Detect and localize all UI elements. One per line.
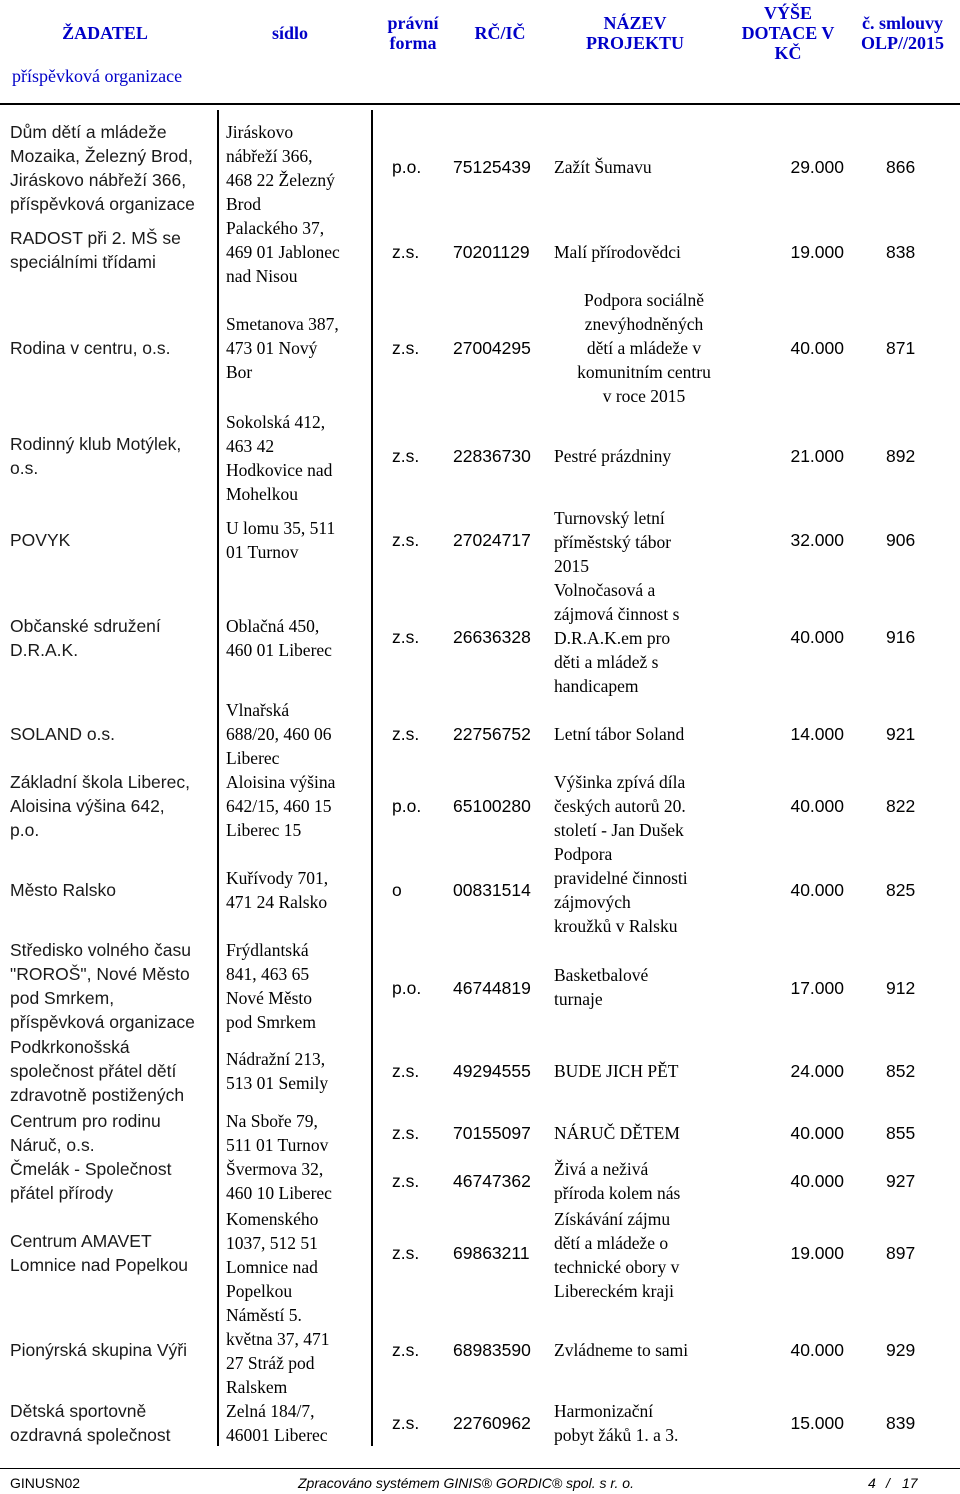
amount-cell: 19.000 <box>790 242 844 262</box>
project-cell: Volnočasová a zájmová činnost s D.R.A.K.em pro děti a mládež s handicapem <box>554 580 680 696</box>
seat-cell: Jiráskovo nábřeží 366, 468 22 Železný Brod <box>226 122 335 214</box>
seat-cell: Na Sboře 79, 511 01 Turnov <box>226 1111 329 1155</box>
seat-cell: Švermova 32, 460 10 Liberec <box>226 1159 332 1203</box>
amount-cell: 40.000 <box>790 1340 844 1360</box>
contract-cell: 838 <box>886 242 916 262</box>
legal-form-cell: p.o. <box>392 978 422 998</box>
amount-cell: 15.000 <box>790 1413 844 1433</box>
id-cell: 00831514 <box>453 880 531 900</box>
header-contract: č. smlouvy OLP//2015 <box>860 13 944 53</box>
table-row <box>0 1109 960 1157</box>
seat-cell: Oblačná 450, 460 01 Liberec <box>226 616 332 660</box>
id-cell: 46747362 <box>453 1171 531 1191</box>
header-project-name: NÁZEV PROJEKTU <box>585 13 684 53</box>
id-cell: 70155097 <box>453 1123 531 1143</box>
amount-cell: 29.000 <box>790 157 844 177</box>
id-cell: 22836730 <box>453 446 531 466</box>
seat-cell: Náměstí 5. května 37, 471 27 Stráž pod Ralskem <box>226 1305 330 1397</box>
applicant-cell: Rodina v centru, o.s. <box>10 338 171 358</box>
id-cell: 46744819 <box>453 978 531 998</box>
footer-page-number: 4 <box>868 1475 876 1491</box>
header-applicant: ŽADATEL <box>62 23 148 43</box>
seat-cell: Vlnařská 688/20, 460 06 Liberec <box>226 700 332 768</box>
amount-cell: 40.000 <box>790 1171 844 1191</box>
contract-cell: 929 <box>886 1340 916 1360</box>
header-seat: sídlo <box>271 23 309 43</box>
project-cell: Zažít Šumavu <box>554 157 652 177</box>
project-cell: Letní tábor Soland <box>554 724 685 744</box>
legal-form-cell: z.s. <box>392 338 420 358</box>
table-row <box>0 770 960 842</box>
contract-cell: 921 <box>886 724 916 744</box>
amount-cell: 40.000 <box>790 627 844 647</box>
project-cell: Podpora sociálně znevýhodněných dětí a mládeže v komunitním centru v roce 2015 <box>577 290 711 406</box>
amount-cell: 40.000 <box>790 338 844 358</box>
seat-cell: Nádražní 213, 513 01 Semily <box>226 1049 329 1093</box>
amount-cell: 40.000 <box>790 1123 844 1143</box>
id-cell: 27024717 <box>453 530 531 550</box>
applicant-cell: Středisko volného času "ROROŠ", Nové Město pod Smrkem, příspěvková organizace <box>10 940 195 1032</box>
legal-form-cell: z.s. <box>392 446 420 466</box>
applicant-cell: POVYK <box>10 530 71 550</box>
applicant-cell: Centrum pro rodinu Náruč, o.s. <box>10 1111 161 1155</box>
seat-cell: Frýdlantská 841, 463 65 Nové Město pod Smrkem <box>226 940 316 1032</box>
project-cell: Podpora pravidelné činnosti zájmových kroužků v Ralsku <box>554 844 688 936</box>
header-subtitle: příspěvková organizace <box>12 66 183 86</box>
legal-form-cell: z.s. <box>392 1171 420 1191</box>
amount-cell: 32.000 <box>790 530 844 550</box>
contract-cell: 897 <box>886 1243 916 1263</box>
project-cell: Basketbalové turnaje <box>554 965 649 1009</box>
footer-rule <box>0 1468 960 1469</box>
contract-cell: 825 <box>886 880 916 900</box>
amount-cell: 19.000 <box>790 1243 844 1263</box>
seat-cell: Palackého 37, 469 01 Jablonec nad Nisou <box>226 218 340 286</box>
project-cell: Výšinka zpívá díla českých autorů 20. století - Jan Dušek <box>554 772 686 840</box>
contract-cell: 855 <box>886 1123 916 1143</box>
header-legal-form: právní forma <box>387 13 439 53</box>
seat-cell: Aloisina výšina 642/15, 460 15 Liberec 15 <box>226 772 336 840</box>
table-row <box>0 1399 960 1447</box>
contract-cell: 871 <box>886 338 916 358</box>
seat-cell: U lomu 35, 511 01 Turnov <box>226 518 336 562</box>
id-cell: 26636328 <box>453 627 531 647</box>
project-cell: NÁRUČ DĚTEM <box>554 1123 680 1143</box>
table-row <box>0 288 960 408</box>
legal-form-cell: p.o. <box>392 796 422 816</box>
applicant-cell: SOLAND o.s. <box>10 724 116 744</box>
id-cell: 65100280 <box>453 796 531 816</box>
contract-cell: 912 <box>886 978 916 998</box>
id-cell: 75125439 <box>453 157 531 177</box>
footer-report-code: GINUSN02 <box>10 1475 81 1491</box>
legal-form-cell: z.s. <box>392 627 420 647</box>
applicant-cell: Dětská sportovně ozdravná společnost <box>10 1401 171 1445</box>
seat-cell: Smetanova 387, 473 01 Nový Bor <box>226 314 339 382</box>
legal-form-cell: z.s. <box>392 1243 420 1263</box>
table-row <box>0 120 960 218</box>
id-cell: 27004295 <box>453 338 531 358</box>
applicant-cell: Pionýrská skupina Výři <box>10 1340 188 1360</box>
amount-cell: 24.000 <box>790 1061 844 1081</box>
id-cell: 68983590 <box>453 1340 531 1360</box>
legal-form-cell: z.s. <box>392 242 420 262</box>
project-cell: Pestré prázdniny <box>554 446 672 466</box>
applicant-cell: Čmelák - Společnost přátel přírody <box>10 1159 172 1203</box>
contract-cell: 822 <box>886 796 916 816</box>
amount-cell: 17.000 <box>790 978 844 998</box>
applicant-cell: Občanské sdružení D.R.A.K. <box>10 616 161 660</box>
contract-cell: 892 <box>886 446 916 466</box>
applicant-cell: RADOST při 2. MŠ se speciálními třídami <box>10 228 181 272</box>
contract-cell: 866 <box>886 157 916 177</box>
seat-cell: Kuřívody 701, 471 24 Ralsko <box>226 868 329 912</box>
id-cell: 70201129 <box>453 242 530 262</box>
id-cell: 22756752 <box>453 724 531 744</box>
project-cell: Zvládneme to sami <box>554 1340 689 1360</box>
id-cell: 22760962 <box>453 1413 531 1433</box>
project-cell: Získávání zájmu dětí a mládeže o technické obory v Libereckém kraji <box>554 1209 680 1301</box>
contract-cell: 927 <box>886 1171 916 1191</box>
contract-cell: 839 <box>886 1413 916 1433</box>
project-cell: BUDE JICH PĚT <box>554 1061 679 1081</box>
header-amount: VÝŠE DOTACE V KČ <box>741 3 835 63</box>
project-cell: Malí přírodovědci <box>554 242 681 262</box>
applicant-cell: Dům dětí a mládeže Mozaika, Železný Brod, Jiráskovo nábřeží 366, příspěvková organizace <box>10 122 195 214</box>
table-header <box>0 0 960 100</box>
seat-cell: Komenského 1037, 512 51 Lomnice nad Popelkou <box>226 1209 319 1301</box>
table-row <box>0 1035 960 1107</box>
applicant-cell: Základní škola Liberec, Aloisina výšina 642, p.o. <box>10 772 190 840</box>
amount-cell: 21.000 <box>790 446 844 466</box>
id-cell: 69863211 <box>453 1243 530 1263</box>
project-cell: Živá a neživá příroda kolem nás <box>554 1159 681 1203</box>
amount-cell: 40.000 <box>790 796 844 816</box>
footer-page-separator: / <box>886 1475 890 1491</box>
table-row <box>0 1157 960 1207</box>
legal-form-cell: z.s. <box>392 1340 420 1360</box>
project-cell: Harmonizační pobyt žáků 1. a 3. <box>554 1401 679 1445</box>
page-footer <box>0 1474 960 1494</box>
legal-form-cell: p.o. <box>392 157 422 177</box>
project-cell: Turnovský letní příměstský tábor 2015 <box>554 508 672 576</box>
seat-cell: Sokolská 412, 463 42 Hodkovice nad Mohelkou <box>226 412 333 504</box>
table-row <box>0 842 960 938</box>
table-row <box>0 1207 960 1303</box>
legal-form-cell: z.s. <box>392 1413 420 1433</box>
footer-page-total: 17 <box>902 1475 918 1491</box>
header-rule <box>0 103 960 105</box>
legal-form-cell: z.s. <box>392 1123 420 1143</box>
table-row <box>0 410 960 506</box>
amount-cell: 14.000 <box>790 724 844 744</box>
applicant-cell: Podkrkonošská společnost přátel dětí zdravotně postižených <box>10 1037 185 1105</box>
legal-form-cell: z.s. <box>392 1061 420 1081</box>
table-row <box>0 218 960 286</box>
contract-cell: 916 <box>886 627 916 647</box>
table-row <box>0 938 960 1034</box>
contract-cell: 852 <box>886 1061 916 1081</box>
footer-generator-note: Zpracováno systémem GINIS® GORDIC® spol. s r. o. <box>298 1475 634 1491</box>
table-row <box>0 1303 960 1399</box>
legal-form-cell: o <box>392 880 402 900</box>
table-row <box>0 698 960 770</box>
applicant-cell: Rodinný klub Motýlek, o.s. <box>10 434 182 478</box>
seat-cell: Zelná 184/7, 46001 Liberec <box>226 1401 328 1445</box>
legal-form-cell: z.s. <box>392 724 420 744</box>
amount-cell: 40.000 <box>790 880 844 900</box>
id-cell: 49294555 <box>453 1061 531 1081</box>
contract-cell: 906 <box>886 530 916 550</box>
header-id: RČ/IČ <box>474 23 526 43</box>
table-row <box>0 578 960 698</box>
table-row <box>0 506 960 578</box>
applicant-cell: Centrum AMAVET Lomnice nad Popelkou <box>10 1231 189 1275</box>
applicant-cell: Město Ralsko <box>10 880 117 900</box>
legal-form-cell: z.s. <box>392 530 420 550</box>
